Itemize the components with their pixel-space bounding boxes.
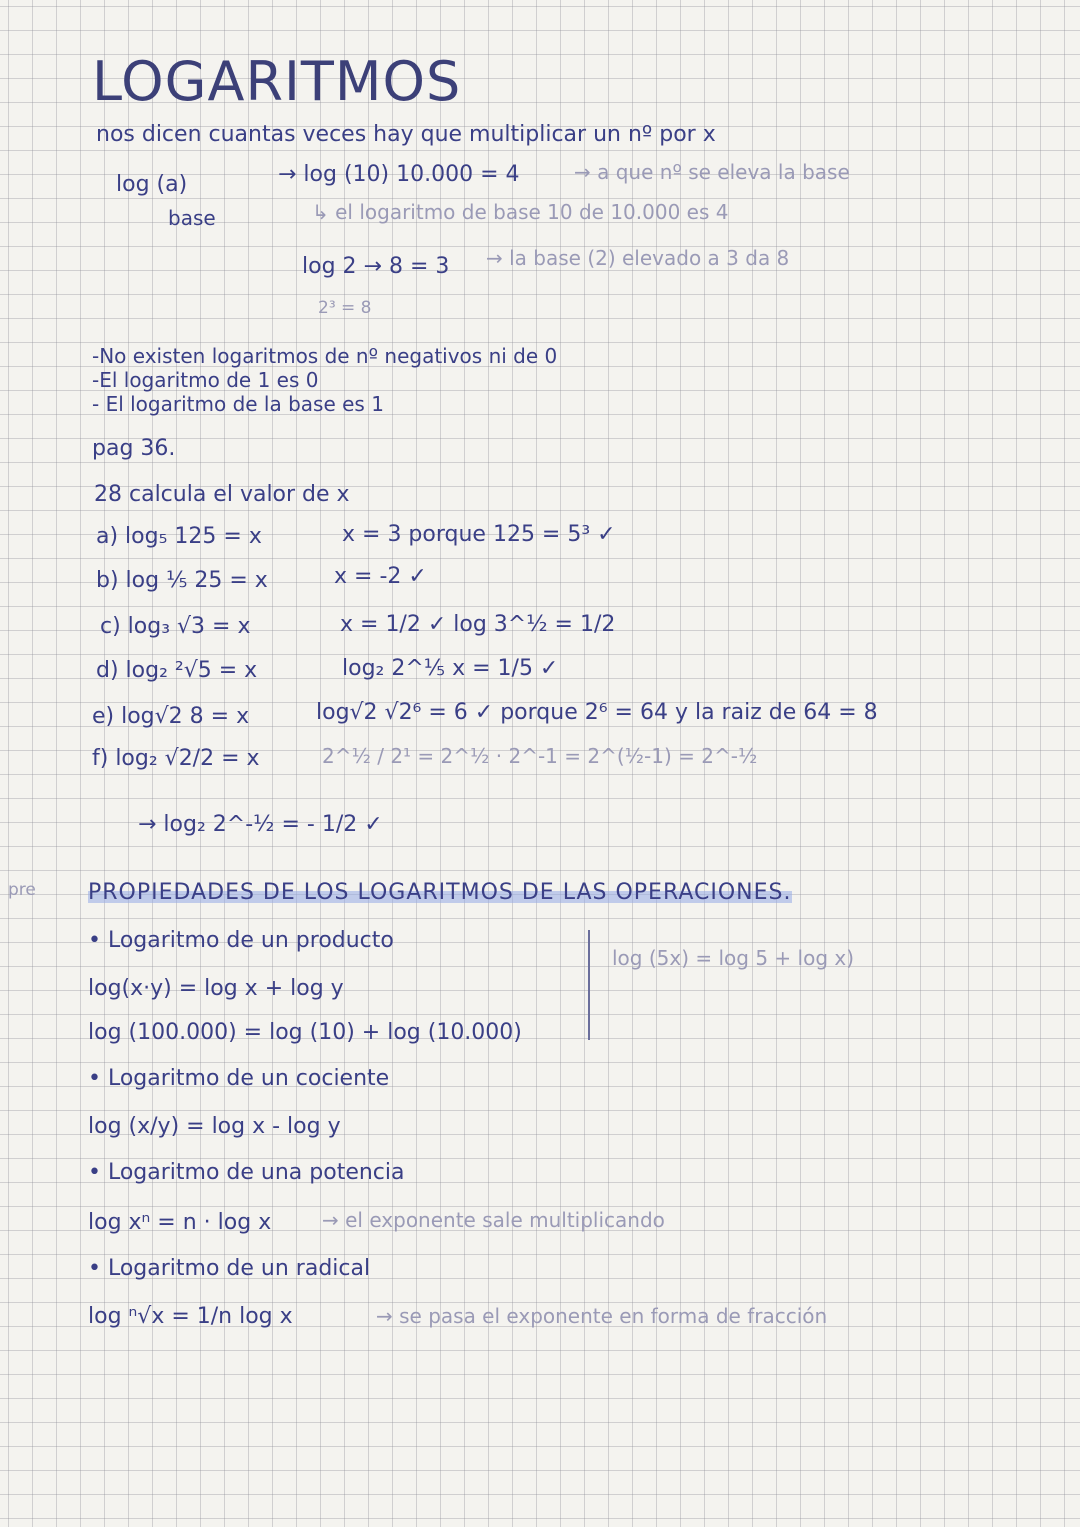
property-radical-note: → se pasa el exponente en forma de fracción (376, 1304, 828, 1328)
exercise-c-question: c) log₃ √3 = x (100, 614, 251, 639)
rule-3: - El logaritmo de la base es 1 (92, 392, 384, 416)
exercise-d-answer: log₂ 2^⅕ x = 1/5 ✓ (342, 656, 559, 681)
property-quotient-title: • Logaritmo de un cociente (88, 1066, 390, 1091)
property-power-title: • Logaritmo de una potencia (88, 1160, 405, 1185)
rule-2: -El logaritmo de 1 es 0 (92, 368, 319, 392)
definition-text: nos dicen cuantas veces hay que multiplicar un nº por x (96, 122, 716, 147)
page-title: LOGARITMOS (92, 50, 462, 113)
example1-explain: ↳ el logaritmo de base 10 de 10.000 es 4 (312, 200, 729, 224)
notation-base: base (168, 206, 216, 230)
property-power-note: → el exponente sale multiplicando (322, 1208, 665, 1232)
exercise-c-answer: x = 1/2 ✓ log 3^½ = 1/2 (340, 612, 616, 637)
properties-heading: PROPIEDADES DE LOS LOGARITMOS DE LAS OPERACIONES. (88, 880, 792, 905)
exercise-d-question: d) log₂ ²√5 = x (96, 658, 258, 683)
rule-1: -No existen logaritmos de nº negativos ni de 0 (92, 344, 558, 368)
page-reference: pag 36. (92, 436, 176, 461)
exercise-b-answer: x = -2 ✓ (334, 564, 427, 589)
example1: → log (10) 10.000 = 4 (278, 162, 520, 187)
exercise-a-answer: x = 3 porque 125 = 5³ ✓ (342, 522, 616, 547)
property-product-title: • Logaritmo de un producto (88, 928, 394, 953)
notation-log: log (a) (116, 172, 188, 197)
side-example: log (5x) = log 5 + log x) (612, 946, 855, 970)
property-product-formula: log(x·y) = log x + log y (88, 976, 344, 1001)
exercise-f-question: f) log₂ √2/2 = x (92, 746, 260, 771)
exercise-f-answer: 2^½ / 2¹ = 2^½ · 2^-1 = 2^(½-1) = 2^-½ (322, 744, 758, 768)
divider-line (588, 930, 590, 1040)
example2-note: → la base (2) elevado a 3 da 8 (486, 246, 790, 270)
property-product-example: log (100.000) = log (10) + log (10.000) (88, 1020, 522, 1045)
exercise-f-result: → log₂ 2^-½ = - 1/2 ✓ (138, 812, 383, 837)
example1-note: → a que nº se eleva la base (574, 160, 850, 184)
example2-check: 2³ = 8 (318, 298, 372, 318)
example2: log 2 → 8 = 3 (302, 254, 450, 279)
exercise-e-answer: log√2 √2⁶ = 6 ✓ porque 2⁶ = 64 y la raiz de 64 = 8 (316, 700, 878, 725)
exercise-b-question: b) log ⅕ 25 = x (96, 568, 268, 593)
exercise-e-question: e) log√2 8 = x (92, 704, 250, 729)
exercise-a-question: a) log₅ 125 = x (96, 524, 262, 549)
property-radical-formula: log ⁿ√x = 1/n log x (88, 1304, 293, 1329)
margin-note: pre (8, 880, 36, 900)
property-power-formula: log xⁿ = n · log x (88, 1210, 272, 1235)
property-radical-title: • Logaritmo de un radical (88, 1256, 371, 1281)
property-quotient-formula: log (x/y) = log x - log y (88, 1114, 341, 1139)
exercise-header: 28 calcula el valor de x (94, 482, 350, 507)
